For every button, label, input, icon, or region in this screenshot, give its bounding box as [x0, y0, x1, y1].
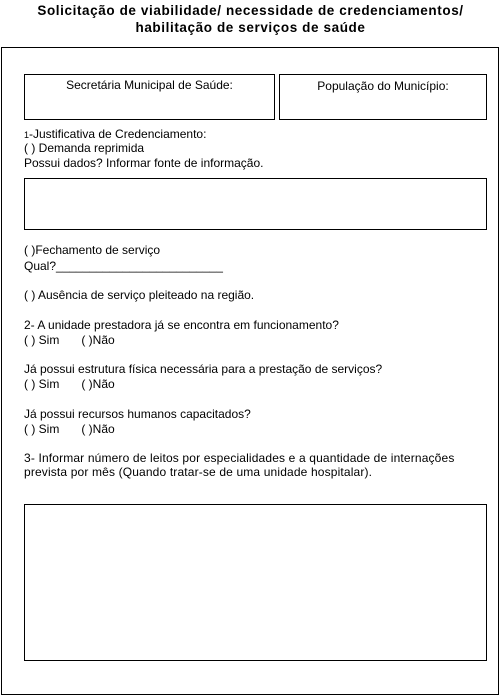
- secretaria-label: Secretária Municipal de Saúde:: [66, 78, 233, 92]
- recursos-question: Já possui recursos humanos capacitados?: [24, 407, 251, 421]
- option-ausencia-servico[interactable]: ( ) Ausência de serviço pleiteado na região.: [24, 288, 255, 302]
- qual-servico-field[interactable]: Qual?_________________________: [24, 259, 223, 273]
- fonte-informacao-field[interactable]: [24, 178, 487, 230]
- secretaria-box[interactable]: [24, 74, 275, 120]
- estrutura-sim-option[interactable]: ( ) Sim: [24, 377, 60, 391]
- section-1-number: 1: [24, 130, 30, 140]
- option-demanda-reprimida[interactable]: ( ) Demanda reprimida: [24, 141, 145, 155]
- possui-dados-prompt: Possui dados? Informar fonte de informação.: [24, 156, 264, 170]
- leitos-instruction-line-1: 3- Informar número de leitos por especialidades e a quantidade de internações: [24, 451, 455, 465]
- funcionamento-nao-option[interactable]: ( )Não: [81, 333, 115, 347]
- funcionamento-sim-option[interactable]: ( ) Sim: [24, 333, 60, 347]
- estrutura-nao-option[interactable]: ( )Não: [81, 377, 115, 391]
- justificativa-heading-text: -Justificativa de Credenciamento:: [29, 127, 207, 141]
- recursos-sim-option[interactable]: ( ) Sim: [24, 422, 60, 436]
- option-fechamento-servico[interactable]: ( )Fechamento de serviço: [24, 243, 161, 257]
- estrutura-question: Já possui estrutura física necessária para a prestação de serviços?: [24, 362, 383, 376]
- populacao-label: População do Município:: [317, 79, 449, 93]
- estrutura-options: [24, 377, 115, 391]
- justificativa-heading: [24, 127, 206, 142]
- recursos-options: [24, 422, 115, 436]
- form-title-line-1: Solicitação de viabilidade/ necessidade de credenciamentos/: [37, 3, 464, 18]
- funcionamento-options: [24, 333, 115, 347]
- form-title-line-2: habilitação de serviços de saúde: [135, 20, 366, 35]
- funcionamento-question: 2- A unidade prestadora já se encontra em funcionamento?: [24, 318, 339, 332]
- leitos-answer-field[interactable]: [24, 504, 487, 661]
- populacao-box[interactable]: [279, 74, 487, 120]
- leitos-instruction-line-2: prevista por mês (Quando tratar-se de uma unidade hospitalar).: [24, 465, 373, 479]
- recursos-nao-option[interactable]: ( )Não: [81, 422, 115, 436]
- leitos-instruction: [24, 451, 454, 479]
